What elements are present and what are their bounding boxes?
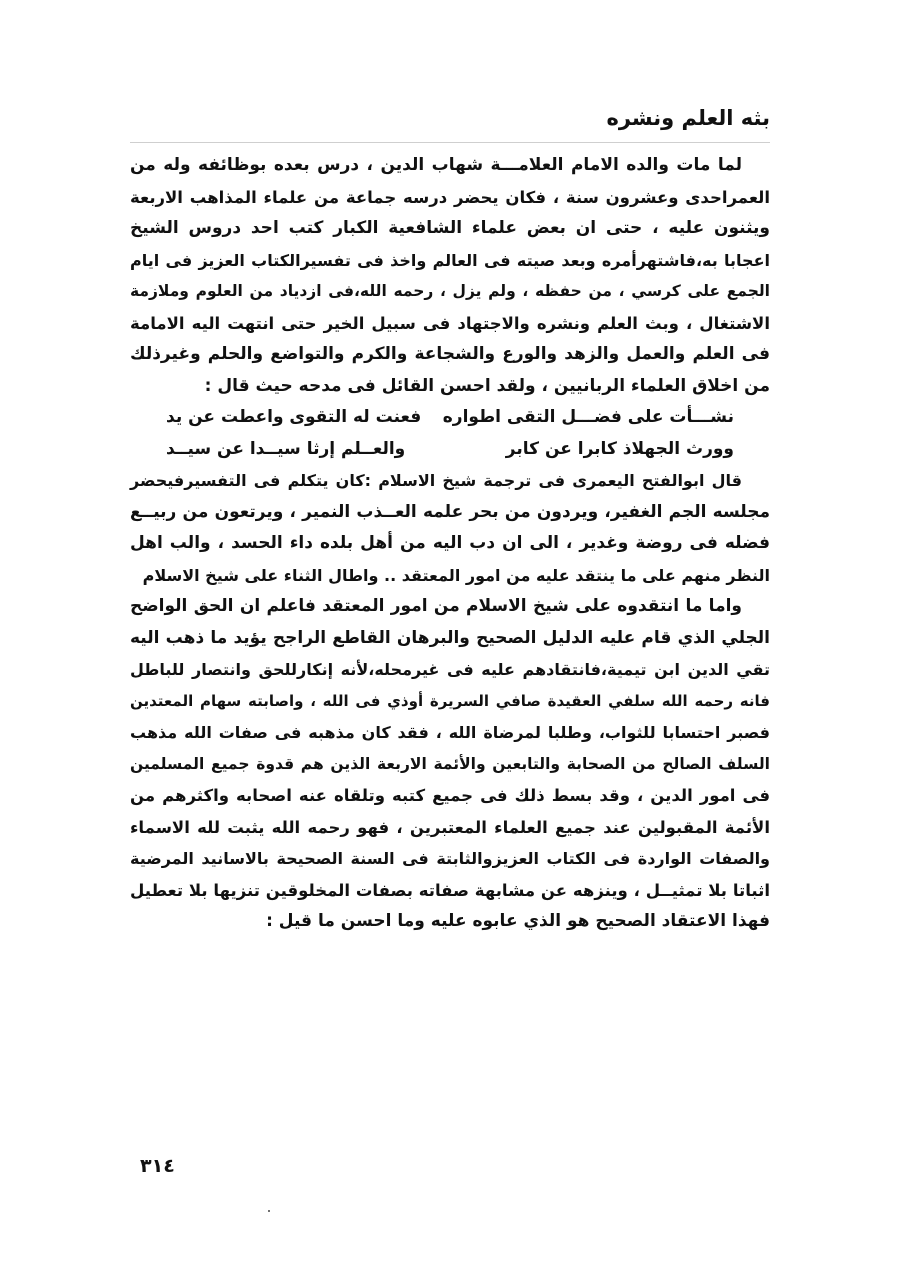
page-number: ٣١٤: [140, 1155, 175, 1177]
text-line: النظر منهم على ما ينتقد عليه من امور المعتقد .. واطال الثناء على شيخ الاسلام: [142, 565, 770, 585]
text-line: العمراحدى وعشرون سنة ، فكان يحضر درسه جماعة من علماء المذاهب الاربعة: [130, 187, 770, 207]
verse-line: [130, 402, 770, 434]
text-line: الجمع على كرسي ، من حفظه ، ولم يزل ، رحمه الله،فى ازدياد من العلوم وملازمة: [130, 282, 770, 300]
poem-verses: [130, 402, 770, 465]
text-line: واما ما انتقدوه على شيخ الاسلام من امور المعتقد فاعلم ان الحق الواضح: [130, 596, 742, 616]
text-line: لما مات والده الامام العلامـــة شهاب الدين ، درس بعده بوظائفه وله من: [130, 155, 742, 175]
header-divider: [130, 142, 770, 143]
text-line: ويثنون عليه ، حتى ان بعض علماء الشافعية الكبار كتب احد دروس الشيخ: [130, 218, 770, 238]
verse-line: [130, 434, 770, 466]
verse-first-hemistich: وورث الجهلاذ كابرا عن كابر: [505, 438, 734, 459]
page-body: [130, 150, 770, 938]
text-line: السلف الصالح من الصحابة والتابعين والأئمة الاربعة الذين هم قدوة جميع المسلمين: [130, 754, 770, 773]
text-line: الأئمة المقبولين عند جميع العلماء المعتبرين ، فهو رحمه الله يثبت لله الاسماء: [130, 817, 770, 837]
text-line: تقي الدين ابن تيمية،فانتقادهم عليه فى غيرمحله،لأنه إنكارللحق وانتصار للباطل: [130, 660, 770, 679]
text-line: قال ابوالفتح اليعمرى فى ترجمة شيخ الاسلام :كان يتكلم فى التفسيرفيحضر: [130, 471, 742, 490]
text-line: فى امور الدين ، وقد بسط ذلك فى جميع كتبه وتلقاه عنه اصحابه واكثرهم من: [130, 786, 770, 805]
text-line: الاشتغال ، وبث العلم ونشره والاجتهاد فى سبيل الخير حتى انتهت اليه الامامة: [130, 313, 770, 333]
page-header: [130, 100, 770, 136]
paragraph-2: [130, 465, 770, 591]
text-line: اعجابا به،فاشتهرأمره وبعد صيته فى العالم واخذ فى تفسيرالكتاب العزيز فى ايام: [130, 250, 770, 270]
text-line: مجلسه الجم الغفير، ويردون من بحر علمه العــذب النمير ، ويرتعون من ربيــع: [130, 501, 770, 522]
paragraph-3: [130, 591, 770, 938]
section-title: بثه العلم ونشره: [606, 106, 770, 130]
text-line: فضله فى روضة وغدير ، الى ان دب اليه من أهل بلده داء الحسد ، والب اهل: [130, 533, 770, 553]
text-line: والصفات الواردة فى الكتاب العزيزوالثابتة فى السنة الصحيحة بالاسانيد المرضية: [130, 849, 770, 868]
verse-second-hemistich: فعنت له التقوى واعطت عن يد: [166, 407, 422, 427]
paragraph-1: [130, 150, 770, 402]
text-line: من اخلاق العلماء الربانيين ، ولقد احسن القائل فى مدحه حيث قال :: [204, 375, 770, 396]
verse-first-hemistich: نشـــأت على فضـــل التقى اطواره: [442, 407, 734, 427]
text-line: الجلي الذي قام عليه الدليل الصحيح والبرهان القاطع الراجح يؤيد ما ذهب اليه: [130, 627, 770, 648]
text-line: فهذا الاعتقاد الصحيح هو الذي عابوه عليه وما احسن ما قيل :: [266, 911, 770, 931]
text-line: فانه رحمه الله سلفي العقيدة صافي السريرة أوذي فى الله ، واصابته سهام المعتدين: [130, 691, 770, 710]
text-line: فى العلم والعمل والزهد والورع والشجاعة والكرم والتواضع والحلم وغيرذلك: [130, 344, 770, 364]
text-line: فصبر احتسابا للثواب، وطلبا لمرضاة الله ، فقد كان مذهبه فى صفات الله مذهب: [130, 723, 770, 742]
verse-second-hemistich: والعــلم إرثا سيــدا عن سيــد: [166, 438, 406, 459]
text-line: اثباتا بلا تمثيــل ، وينزهه عن مشابهة صفاته بصفات المخلوقين تنزيها بلا تعطيل: [130, 880, 770, 900]
scan-speck: [268, 1210, 270, 1212]
